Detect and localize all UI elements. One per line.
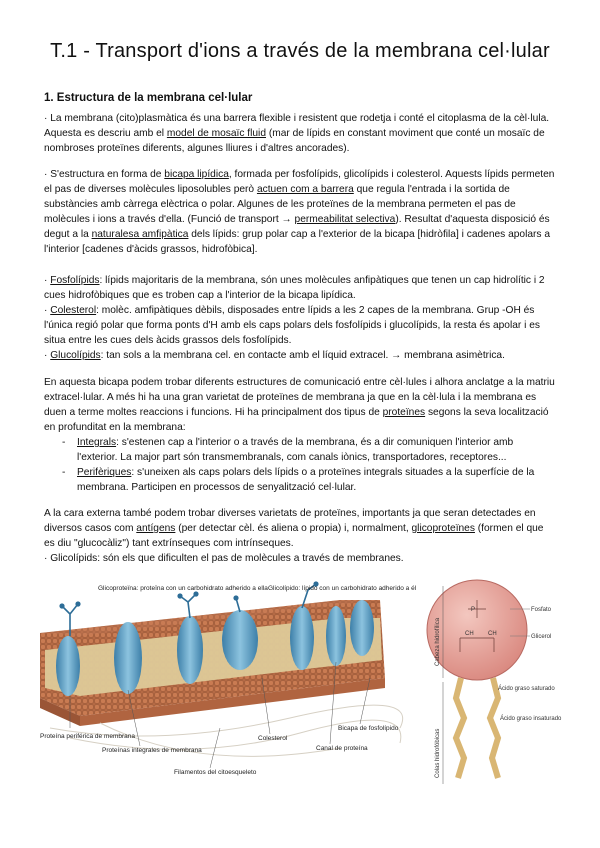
fatty-acid-tails [456, 678, 498, 778]
term-proteins: proteïnes [382, 407, 426, 418]
label-tails: Colas hidrofóbicas [435, 728, 441, 778]
label-phosphate: Fosfato [531, 607, 552, 613]
term-phospholipids: Fosfolípids [50, 275, 100, 286]
paragraph-intro: · La membrana (cito)plasmàtica és una barrera flexible i resistent que rodetja i conté el citoplasma de la cèl·lula. Aquesta es descriu amb el model de mosaïc fluid (mar de lípids en constant moviment que conté un mosaïc de nombroses proteïnes diferents, algunes lliures i d'altres ancorades). [44, 113, 550, 154]
label-channel: Canal de proteína [316, 745, 368, 752]
phospholipid-molecule [427, 580, 562, 784]
svg-text:CH: CH [488, 631, 497, 637]
svg-text:CH: CH [465, 631, 474, 637]
label-glycolipid: Glicolípido: lípido con un carbohidrato adherido a él [268, 585, 417, 592]
label-filaments: Filamentos del citoesqueleto [174, 769, 257, 776]
label-integral: Proteínas integrales de membrana [102, 747, 202, 754]
label-head-side: Cabeza hidrofílica [435, 617, 441, 666]
term-bilayer: bicapa lipídica [164, 169, 229, 180]
label-fatty2: Ácido graso insaturado [500, 716, 562, 722]
label-fatty1: Ácido graso saturado [498, 686, 555, 692]
term-antigens: antígens [136, 523, 176, 534]
label-glycoprotein: Glicoproteïna: proteïna con un carbohidrato adherido a ella [98, 585, 268, 592]
paragraph-proteins: En aquesta bicapa podem trobar diferents estructures de comunicació entre cèl·lules i alhora anclatge a la matriu extracel·lular. A més hi ha una gran varietat de proteïnes de membrana ja que en la cèl·lula i la membrana es duen a terme moltes reaccions i funcions. Hi ha principalment dos tipus de proteïnes segons la seva localització en profunditat en la membrana: - Integrals: s'estenen cap a l'interior o a través de la membrana, és a dir comuniquen l'interior amb l'exterior. La major part són transmembranals, com canals iònics, transportadores, receptores... - Perifèriques: s'uneixen als caps polars dels lípids o a proteïnes integrals situades a la superfície de la membrana. Participen en processos de senyalització cel·lular. [44, 375, 556, 495]
term-glucolipids: Glucolípids [50, 350, 101, 361]
term-cholesterol: Colesterol [50, 305, 97, 316]
term-amphipathic: naturalesa amfipàtica [91, 229, 189, 240]
term-fluid-mosaic: model de mosaïc fluid [166, 128, 266, 139]
label-bilayer: Bicapa de fosfolípido [338, 725, 399, 732]
paragraph-bilayer: · S'estructura en forma de bicapa lipídica, formada per fosfolípids, glicolípids i colesterol. Aquests lípids permeten el pas de diverses molècules liposolubles però actuen com a barrera que regula l'entrada i la sortida de substàncies amb càrrega elèctrica o polar. Algunes de les proteïnes de la membrana permeten el pas de molècules i ions a través d'ella. (Funció de transport → permeabilitat selectiva). Resultat d'aquesta disposició és degut a la naturalesa amfipàtica dels lípids: grup polar cap a l'exterior de la bicapa [hidròfila] i cadenes apolars a l'interior [cadenes d'àcids grassos, hidrofòbica]. [44, 169, 555, 255]
svg-text:P: P [471, 607, 476, 613]
term-glycoproteins: glicoproteïnes [411, 523, 475, 534]
paragraph-external: A la cara externa també podem trobar diverses varietats de proteïnes, importants ja que seran detectades en diversos casos com antígens (per detectar cèl. és aliena o propia) i, normalment, glicoproteïnes (formen el que es diu "glucocàliz") tant extrínseques com intrínseques. · Glicolípids: són els que dificulten el pas de molècules a través de membranes. [44, 508, 544, 564]
section-heading: 1. Estructura de la membrana cel·lular [44, 92, 253, 104]
membrane-figure [40, 578, 580, 790]
term-permeability: permeabilitat selectiva [294, 214, 396, 225]
page-title: T.1 - Transport d'ions a través de la membrana cel·lular [50, 40, 550, 62]
term-barrier: actuen com a barrera [256, 184, 354, 195]
paragraph-lipids: · Fosfolípids: lípids majoritaris de la membrana, són unes molècules anfipàtiques que tenen un cap hidrolític i 2 cues hidrofòbiques que es troben cap a l'interior de la bicapa lipídica. · Colesterol: molèc. amfipàtiques dèbils, disposades entre lípids a les 2 capes de la membrana. Grup -OH és l'única regió polar que forma ponts d'H amb els caps polars dels fosfolípids i glucolípids, la resta és apolar i es situa entre les cues dels àcids grassos dels fosfolípids. · Glucolípids: tan sols a la membrana cel. en contacte amb el líquid extracel. → membrana asimètrica. [44, 275, 545, 361]
label-peripheral: Proteína periférica de membrana [40, 733, 136, 740]
label-glycerol: Glicerol [531, 634, 552, 640]
label-cholesterol: Colesterol [258, 735, 288, 742]
list-item-peripheral: - Perifèriques: s'uneixen als caps polars dels lípids o a proteïnes integrals situades a la superfície de la membrana. Participen en processos de senyalització cel·lular. [44, 465, 556, 495]
list-item-integral: - Integrals: s'estenen cap a l'interior o a través de la membrana, és a dir comuniquen l'interior amb l'exterior. La major part són transmembranals, com canals iònics, transportadores, receptores... [44, 435, 556, 465]
